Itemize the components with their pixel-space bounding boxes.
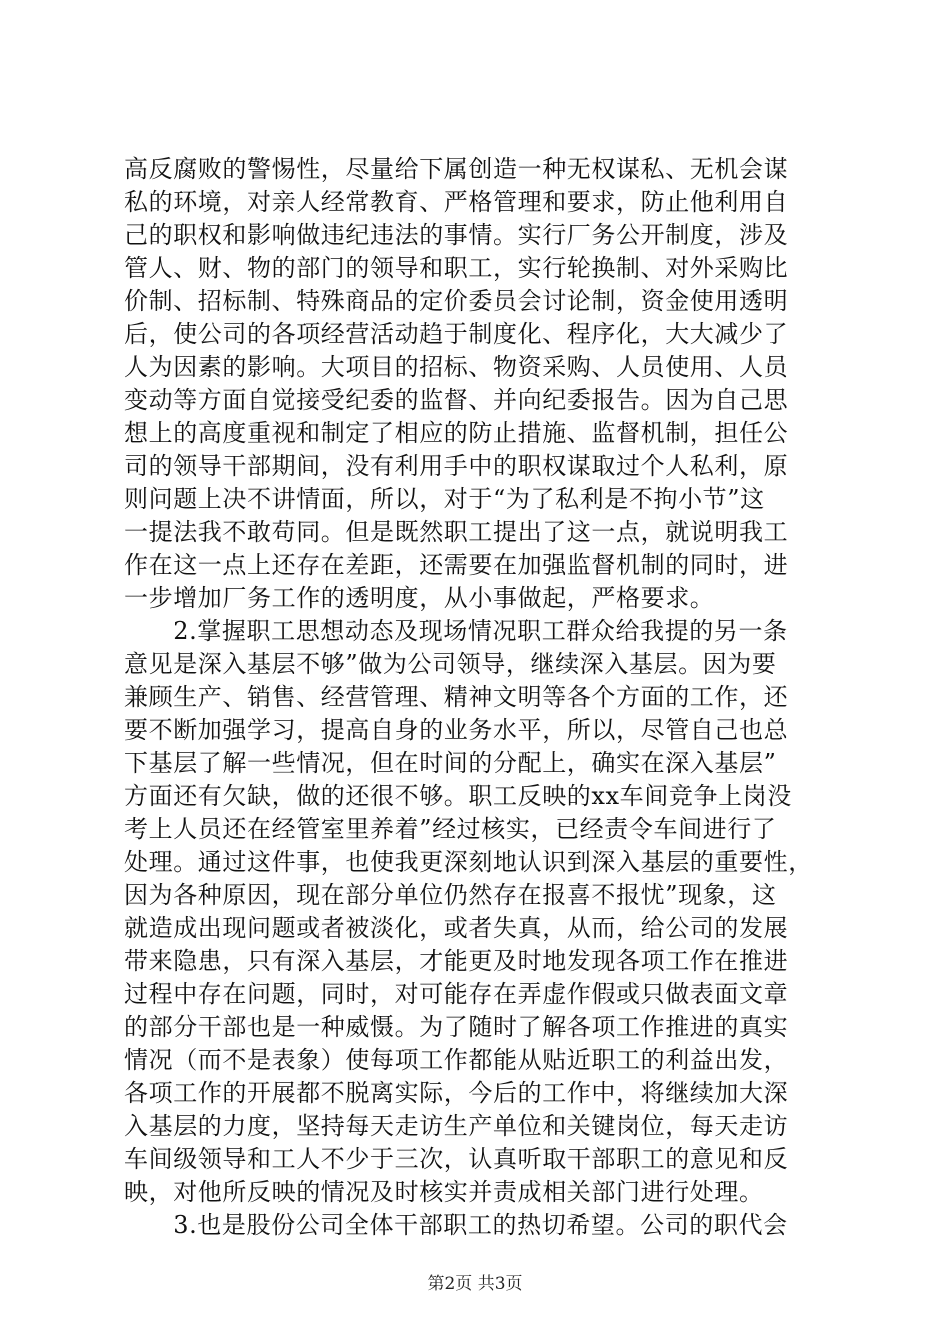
text-line: 则问题上决不讲情面，所以，对于“为了私利是不拘小节”这	[124, 485, 765, 513]
text-line: 因为各种原因，现在部分单位仍然存在报喜不报忧”现象，这	[124, 881, 777, 909]
text-line: 考上人员还在经管室里养着”经过核实，已经责令车间进行了	[124, 815, 777, 843]
text-line: 作在这一点上还存在差距，还需要在加强监督机制的同时，进	[124, 551, 789, 579]
text-line: 一步增加厂务工作的透明度，从小事做起，严格要求。	[124, 584, 715, 612]
text-line: 管人、财、物的部门的领导和职工，实行轮换制、对外采购比	[124, 254, 789, 282]
text-line: 2.掌握职工思想动态及现场情况职工群众给我提的另一条	[124, 617, 788, 645]
text-line: 方面还有欠缺，做的还很不够。职工反映的xx车间竞争上岗没	[124, 782, 792, 810]
text-line: 各项工作的开展都不脱离实际，今后的工作中，将继续加大深	[124, 1079, 789, 1107]
text-line: 入基层的力度，坚持每天走访生产单位和关键岗位，每天走访	[124, 1112, 789, 1140]
text-line: 映，对他所反映的情况及时核实并责成相关部门进行处理。	[124, 1178, 764, 1206]
text-line: 己的职权和影响做违纪违法的事情。实行厂务公开制度，涉及	[124, 221, 789, 249]
document-body	[124, 153, 844, 1242]
text-line: 想上的高度重视和制定了相应的防止措施、监督机制，担任公	[124, 419, 789, 447]
text-line: 高反腐败的警惕性，尽量给下属创造一种无权谋私、无机会谋	[124, 155, 789, 183]
text-line: 变动等方面自觉接受纪委的监督、并向纪委报告。因为自己思	[124, 386, 789, 414]
text-line: 后，使公司的各项经营活动趋于制度化、程序化，大大减少了	[124, 320, 789, 348]
text-line: 私的环境，对亲人经常教育、严格管理和要求，防止他利用自	[124, 188, 789, 216]
text-line: 处理。通过这件事，也使我更深刻地认识到深入基层的重要性，	[124, 848, 813, 876]
text-line: 车间级领导和工人不少于三次，认真听取干部职工的意见和反	[124, 1145, 789, 1173]
text-line: 一提法我不敢苟同。但是既然职工提出了这一点，就说明我工	[124, 518, 789, 546]
text-line: 司的领导干部期间，没有利用手中的职权谋取过个人私利，原	[124, 452, 789, 480]
page-number-footer: 第2页 共3页	[427, 1274, 523, 1294]
text-line: 意见是深入基层不够”做为公司领导，继续深入基层。因为要	[124, 650, 777, 678]
text-line: 的部分干部也是一种威慑。为了随时了解各项工作推进的真实	[124, 1013, 789, 1041]
text-line: 价制、招标制、特殊商品的定价委员会讨论制，资金使用透明	[124, 287, 789, 315]
text-line: 下基层了解一些情况，但在时间的分配上，确实在深入基层”	[124, 749, 777, 777]
text-line: 3.也是股份公司全体干部职工的热切希望。公司的职代会	[124, 1211, 788, 1239]
text-line: 人为因素的影响。大项目的招标、物资采购、人员使用、人员	[124, 353, 789, 381]
text-line: 兼顾生产、销售、经营管理、精神文明等各个方面的工作，还	[124, 683, 789, 711]
text-line: 过程中存在问题，同时，对可能存在弄虚作假或只做表面文章	[124, 980, 789, 1008]
text-line: 就造成出现问题或者被淡化，或者失真，从而，给公司的发展	[124, 914, 789, 942]
text-line: 带来隐患，只有深入基层，才能更及时地发现各项工作在推进	[124, 947, 789, 975]
text-line: 情况（而不是表象）使每项工作都能从贴近职工的利益出发，	[124, 1046, 789, 1074]
text-line: 要不断加强学习，提高自身的业务水平，所以，尽管自己也总	[124, 716, 789, 744]
